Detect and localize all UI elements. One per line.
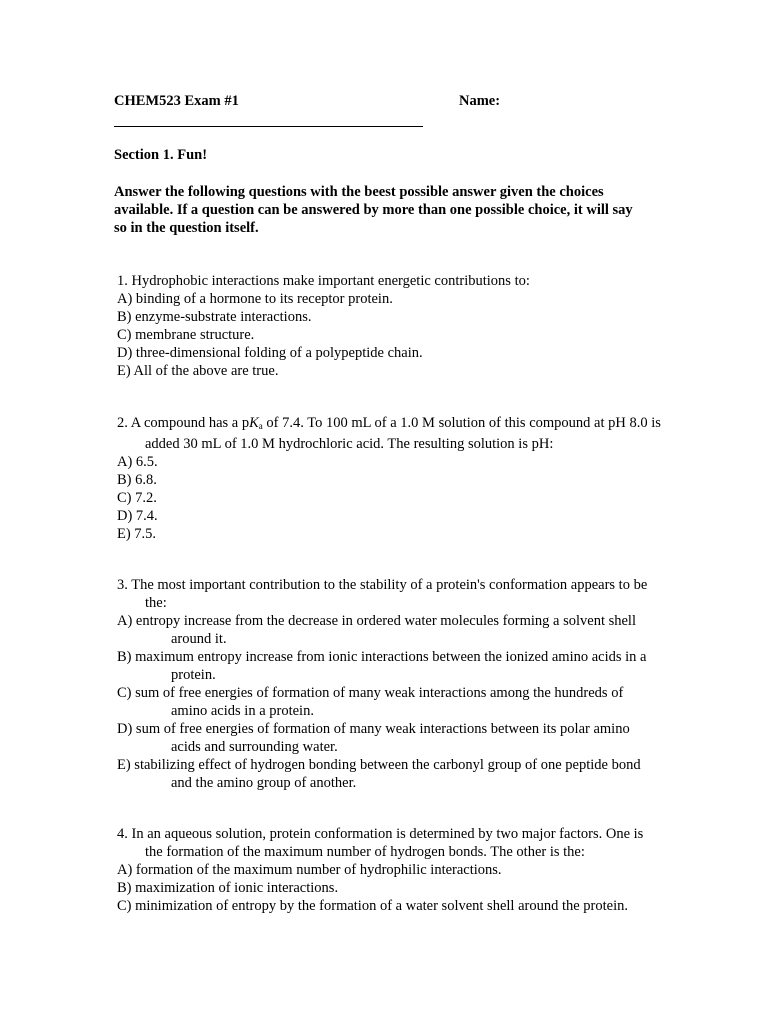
answer-choice: C) sum of free energies of formation of many weak interactions among the hundreds of amino acids in a protein. <box>117 685 624 719</box>
question-stem <box>117 414 662 453</box>
answer-choice: C) 7.2. <box>117 490 157 506</box>
answer-choice: A) binding of a hormone to its receptor protein. <box>117 291 393 307</box>
question-1 <box>117 272 662 380</box>
answer-choice: C) minimization of entropy by the formation of a water solvent shell around the protein. <box>117 898 628 914</box>
question-stem: 4. In an aqueous solution, protein conformation is determined by two major factors. One is the formation of the maximum number of hydrogen bonds. The other is the: <box>117 826 644 860</box>
answer-choice: A) 6.5. <box>117 454 158 470</box>
answer-choice: E) All of the above are true. <box>117 363 279 379</box>
question-3 <box>117 576 662 792</box>
answer-choice: C) membrane structure. <box>117 327 255 343</box>
answer-choice: D) 7.4. <box>117 508 158 524</box>
stem-k-symbol: K <box>249 415 259 431</box>
answer-choice: D) three-dimensional folding of a polypeptide chain. <box>117 345 423 361</box>
answer-choice: B) maximization of ionic interactions. <box>117 880 339 896</box>
exam-header <box>114 93 654 111</box>
answer-choice: A) formation of the maximum number of hydrophilic interactions. <box>117 862 502 878</box>
name-label: Name: <box>459 93 501 109</box>
section-title: Section 1. Fun! <box>114 147 208 163</box>
section-instructions: Answer the following questions with the beest possible answer given the choices available. If a question can be answered by more than one possible choice, it will say so in the question itself. <box>114 184 633 236</box>
question-4 <box>117 825 662 915</box>
name-blank-line <box>114 126 423 127</box>
answer-choice: E) 7.5. <box>117 526 157 542</box>
stem-prefix: 2. A compound has a p <box>117 415 250 431</box>
exam-title: CHEM523 Exam #1 <box>114 93 239 109</box>
answer-choice: B) maximum entropy increase from ionic interactions between the ionized amino acids in a protein. <box>117 649 647 683</box>
answer-choice: D) sum of free energies of formation of many weak interactions between its polar amino acids and surrounding water. <box>117 721 630 755</box>
question-stem: 3. The most important contribution to the stability of a protein's conformation appears to be the: <box>117 577 648 611</box>
answer-choice: B) enzyme-substrate interactions. <box>117 309 312 325</box>
question-2 <box>117 414 662 543</box>
question-stem: 1. Hydrophobic interactions make important energetic contributions to: <box>117 273 530 289</box>
answer-choice: A) entropy increase from the decrease in ordered water molecules forming a solvent shell around it. <box>117 613 636 647</box>
answer-choice: B) 6.8. <box>117 472 157 488</box>
answer-choice: E) stabilizing effect of hydrogen bonding between the carbonyl group of one peptide bond and the amino group of another. <box>117 757 641 791</box>
stem-subscript: a <box>258 421 263 431</box>
stem-suffix: of 7.4. To 100 mL of a 1.0 M solution of this compound at pH 8.0 is added 30 mL of 1.0 M hydrochloric acid. The resulting solution is pH: <box>145 415 661 452</box>
